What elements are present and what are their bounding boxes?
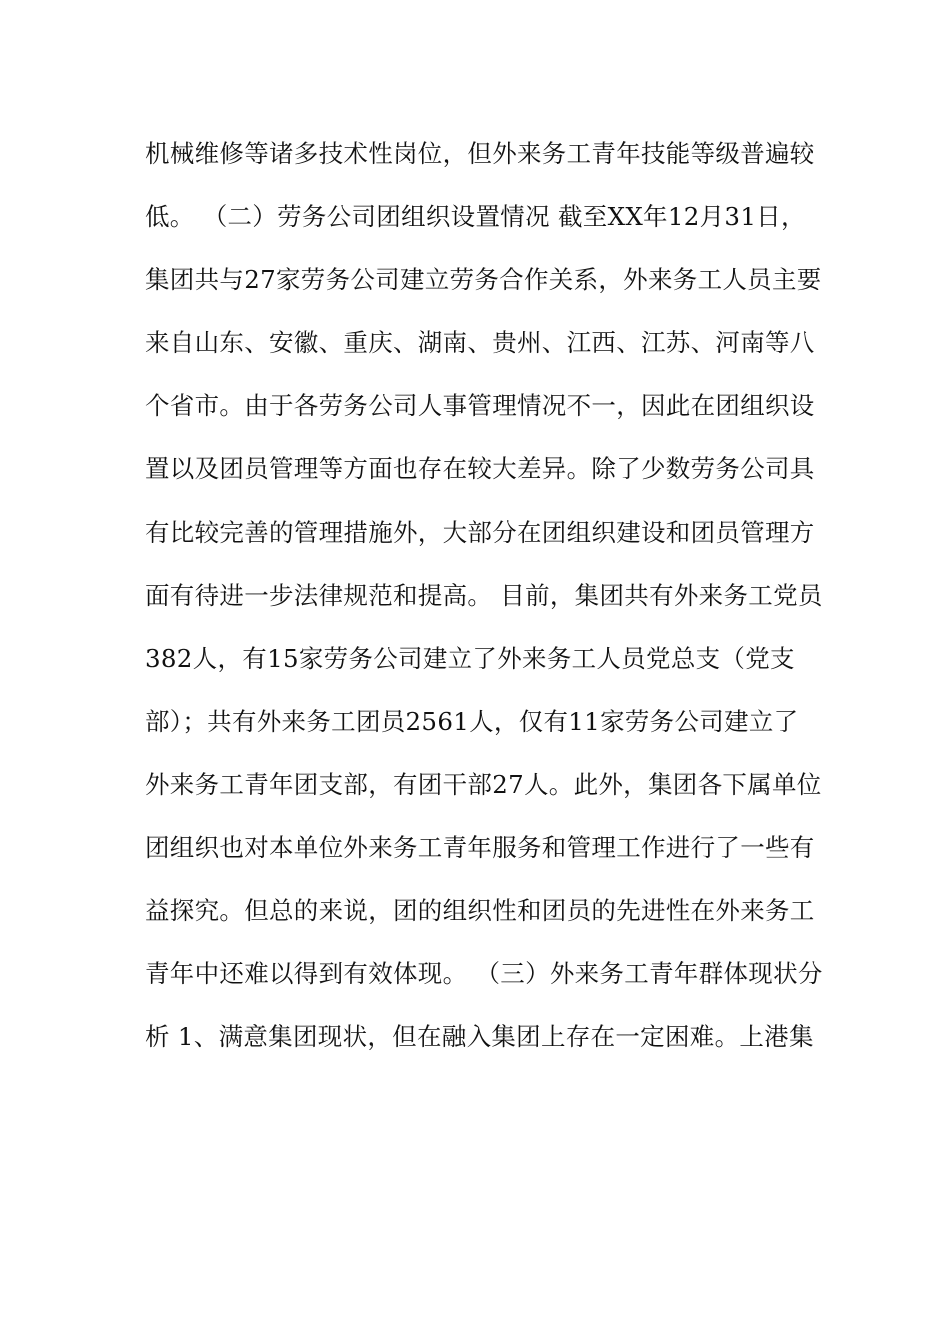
- body-text: [145, 130, 823, 1076]
- text-line: 机械维修等诸多技术性岗位，但外来务工青年技能等级普遍较: [145, 139, 815, 168]
- text-line: 382人，有15家劳务公司建立了外来务工人员党总支（党支: [145, 643, 795, 673]
- text-line: 集团共与27家劳务公司建立劳务合作关系，外来务工人员主要: [145, 265, 822, 295]
- text-line: 有比较完善的管理措施外，大部分在团组织建设和团员管理方: [145, 517, 815, 547]
- text-line: 部）；共有外来务工团员2561人，仅有11家劳务公司建立了: [145, 706, 799, 736]
- text-line: 置以及团员管理等方面也存在较大差异。除了少数劳务公司具: [145, 454, 815, 484]
- text-line: 析 1、满意集团现状，但在融入集团上存在一定困难。上港集: [145, 1022, 814, 1052]
- text-line: 团组织也对本单位外来务工青年服务和管理工作进行了一些有: [145, 833, 815, 863]
- text-line: 面有待进一步法律规范和提高。 目前，集团共有外来务工党员: [145, 580, 823, 610]
- text-line: 青年中还难以得到有效体现。 （三）外来务工青年群体现状分: [145, 959, 823, 989]
- text-line: 益探究。但总的来说，团的组织性和团员的先进性在外来务工: [145, 896, 815, 926]
- text-line: 个省市。由于各劳务公司人事管理情况不一，因此在团组织设: [145, 391, 815, 421]
- text-line: 来自山东、安徽、重庆、湖南、贵州、江西、江苏、河南等八: [145, 328, 815, 358]
- text-line: 外来务工青年团支部，有团干部27人。此外，集团各下属单位: [145, 769, 822, 799]
- text-line: 低。 （二）劳务公司团组织设置情况 截至XX年12月31日，: [145, 202, 806, 232]
